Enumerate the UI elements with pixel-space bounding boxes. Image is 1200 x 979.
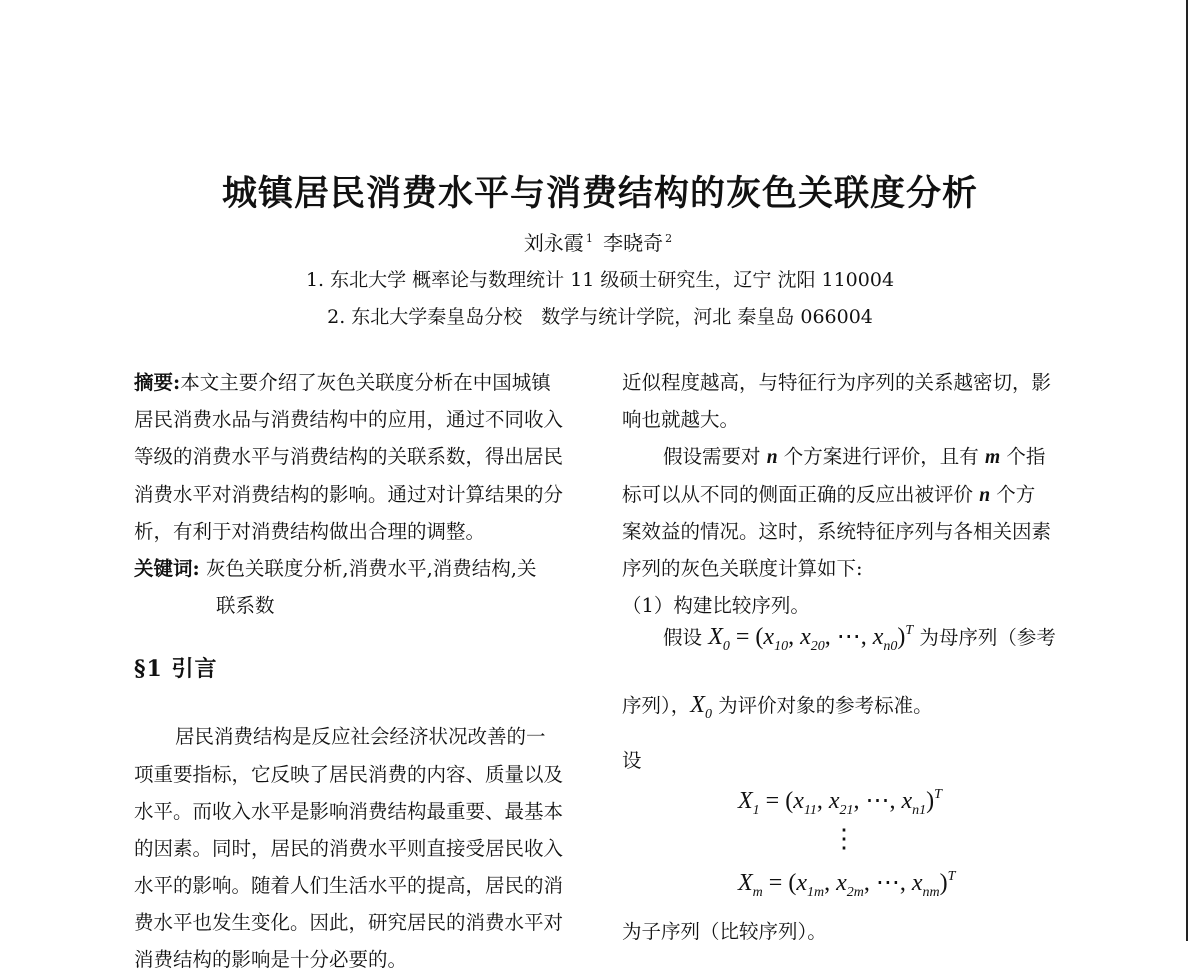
keywords-line: 关键词: 灰色关联度分析,消费水平,消费结构,关 xyxy=(134,556,537,580)
body-line: 近似程度越高，与特征行为序列的关系越密切，影 xyxy=(622,371,1052,394)
formula-x0-inline: $X_0$ xyxy=(690,692,712,722)
author-1: 刘永霞 xyxy=(523,231,584,255)
abstract-line: 析，有利于对消费结构做出合理的调整。 xyxy=(134,519,486,543)
body-line: 序列的灰色关联度计算如下: xyxy=(622,556,863,580)
let-word: 设 xyxy=(622,749,642,772)
body-line: 消费结构的影响是十分必要的。 xyxy=(134,948,408,972)
subsequence-line: 为子序列（比较序列）。 xyxy=(622,920,827,943)
author-2: 李晓奇 xyxy=(603,231,664,255)
section-heading: §1 引言 xyxy=(134,656,218,683)
step-heading: （1）构建比较序列。 xyxy=(622,594,810,618)
body-line: 响也就越大。 xyxy=(622,408,740,432)
formula-x1: $X_1 = (x_{11}$, $x_{21}$, ⋯, $x_{n1})^T$ xyxy=(738,787,942,818)
affiliation-1: 1. 东北大学 概率论与数理统计 11 级硕士研究生，辽宁 沈阳 110004 xyxy=(305,269,895,291)
reference-standard-line: 序列），$X_0$ 为评价对象的参考标准。 xyxy=(622,692,933,722)
paper-title: 城镇居民消费水平与消费结构的灰色关联度分析 xyxy=(221,173,978,214)
author-2-mark: 2 xyxy=(665,232,673,246)
author-1-mark: 1 xyxy=(585,232,593,246)
body-line: 费水平也发生变化。因此，研究居民的消费水平对 xyxy=(134,911,564,935)
author-line xyxy=(0,227,1200,256)
body-line: 项重要指标，它反映了居民消费的内容、质量以及 xyxy=(134,762,564,786)
affiliation-2: 2. 东北大学秦皇岛分校 数学与统计学院，河北 秦皇岛 066004 xyxy=(327,306,873,328)
vertical-dots: ⋮ xyxy=(831,824,857,854)
formula-xm: $X_m = (x_{1m}$, $x_{2m}$, ⋯, $x_{nm})^T$ xyxy=(738,869,956,900)
keywords-label: 关键词: xyxy=(134,556,200,580)
formula-x0: $X_0 = (x_{10}$, $x_{20}$, ⋯, $x_{n0})^T$ xyxy=(708,623,914,654)
body-line: 水平。而收入水平是影响消费结构最重要、最基本 xyxy=(134,799,564,823)
body-line: 标可以从不同的侧面正确的反应出被评价 n 个方 xyxy=(622,482,1036,506)
keywords-line: 联系数 xyxy=(216,594,275,618)
left-column xyxy=(134,364,588,979)
page-right-border xyxy=(1186,0,1188,941)
body-line: 的因素。同时，居民的消费水平则直接受居民收入 xyxy=(134,836,564,860)
mother-sequence-line: 假设 $X_0 = (x_{10}$, $x_{20}$, ⋯, $x_{n0})^T$ 为母序列（参考 xyxy=(663,623,1056,654)
right-column xyxy=(622,364,1078,624)
body-line: 案效益的情况。这时，系统特征序列与各相关因素 xyxy=(622,519,1052,543)
body-line: 水平的影响。随着人们生活水平的提高，居民的消 xyxy=(134,874,564,898)
abstract-line: 居民消费水品与消费结构中的应用，通过不同收入 xyxy=(134,408,564,432)
abstract-line: 消费水平对消费结构的影响。通过对计算结果的分 xyxy=(134,482,564,506)
abstract-line: 等级的消费水平与消费结构的关联系数，得出居民 xyxy=(134,445,564,469)
spacer xyxy=(134,694,588,718)
body-line: 居民消费结构是反应社会经济状况改善的一 xyxy=(175,725,546,749)
body-line: 假设需要对 n 个方案进行评价，且有 m 个指 xyxy=(663,445,1046,469)
spacer xyxy=(134,624,588,644)
abstract-label: 摘要: xyxy=(134,371,181,394)
abstract-line: 摘要:本文主要介绍了灰色关联度分析在中国城镇 xyxy=(134,371,551,394)
